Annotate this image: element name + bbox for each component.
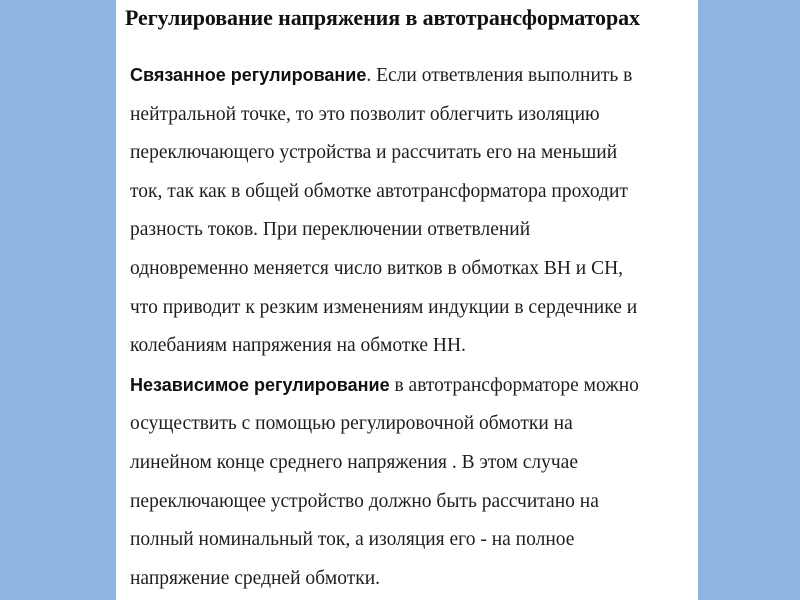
paragraph-2-term: Независимое регулирование <box>130 374 390 395</box>
paragraph-1-line: ток, так как в общей обмотке автотрансформатора проходит <box>130 180 628 202</box>
paragraph-2-line: осуществить с помощью регулировочной обмотки на <box>130 413 573 435</box>
paragraph-2-line: линейном конце среднего напряжения . В этом случае <box>130 451 578 473</box>
paragraph-1-line <box>130 56 698 96</box>
slide-title: Регулирование напряжения в автотрансформаторах <box>125 5 640 30</box>
paragraph-1-line: что приводит к резким изменениям индукции в сердечнике и <box>130 296 638 318</box>
paragraph-2-line: переключающее устройство должно быть рассчитано на <box>130 490 599 512</box>
paragraph-1-line: переключающего устройства и рассчитать его на меньший <box>130 142 618 164</box>
paragraph-2-line: полный номинальный ток, а изоляция его - на полное <box>130 529 575 551</box>
paragraph-1-term: Связанное регулирование <box>130 65 367 85</box>
paragraph-1-line: нейтральной точке, то это позволит облегчить изоляцию <box>130 103 600 125</box>
paragraph-1-line: разность токов. При переключении ответвлений <box>130 219 531 241</box>
paragraph-2-text: в автотрансформаторе можно <box>389 374 639 396</box>
paragraph-2-line: напряжение средней обмотки. <box>130 567 381 589</box>
paragraph-1-text: . Если ответвления выполнить в <box>366 65 633 86</box>
slide-page <box>116 0 698 600</box>
paragraph-1-line: одновременно меняется число витков в обмотках ВН и СН, <box>130 257 624 279</box>
paragraph-2-line <box>130 366 698 406</box>
body-text <box>130 56 698 598</box>
paragraph-1-line: колебаниям напряжения на обмотке НН. <box>130 335 466 357</box>
